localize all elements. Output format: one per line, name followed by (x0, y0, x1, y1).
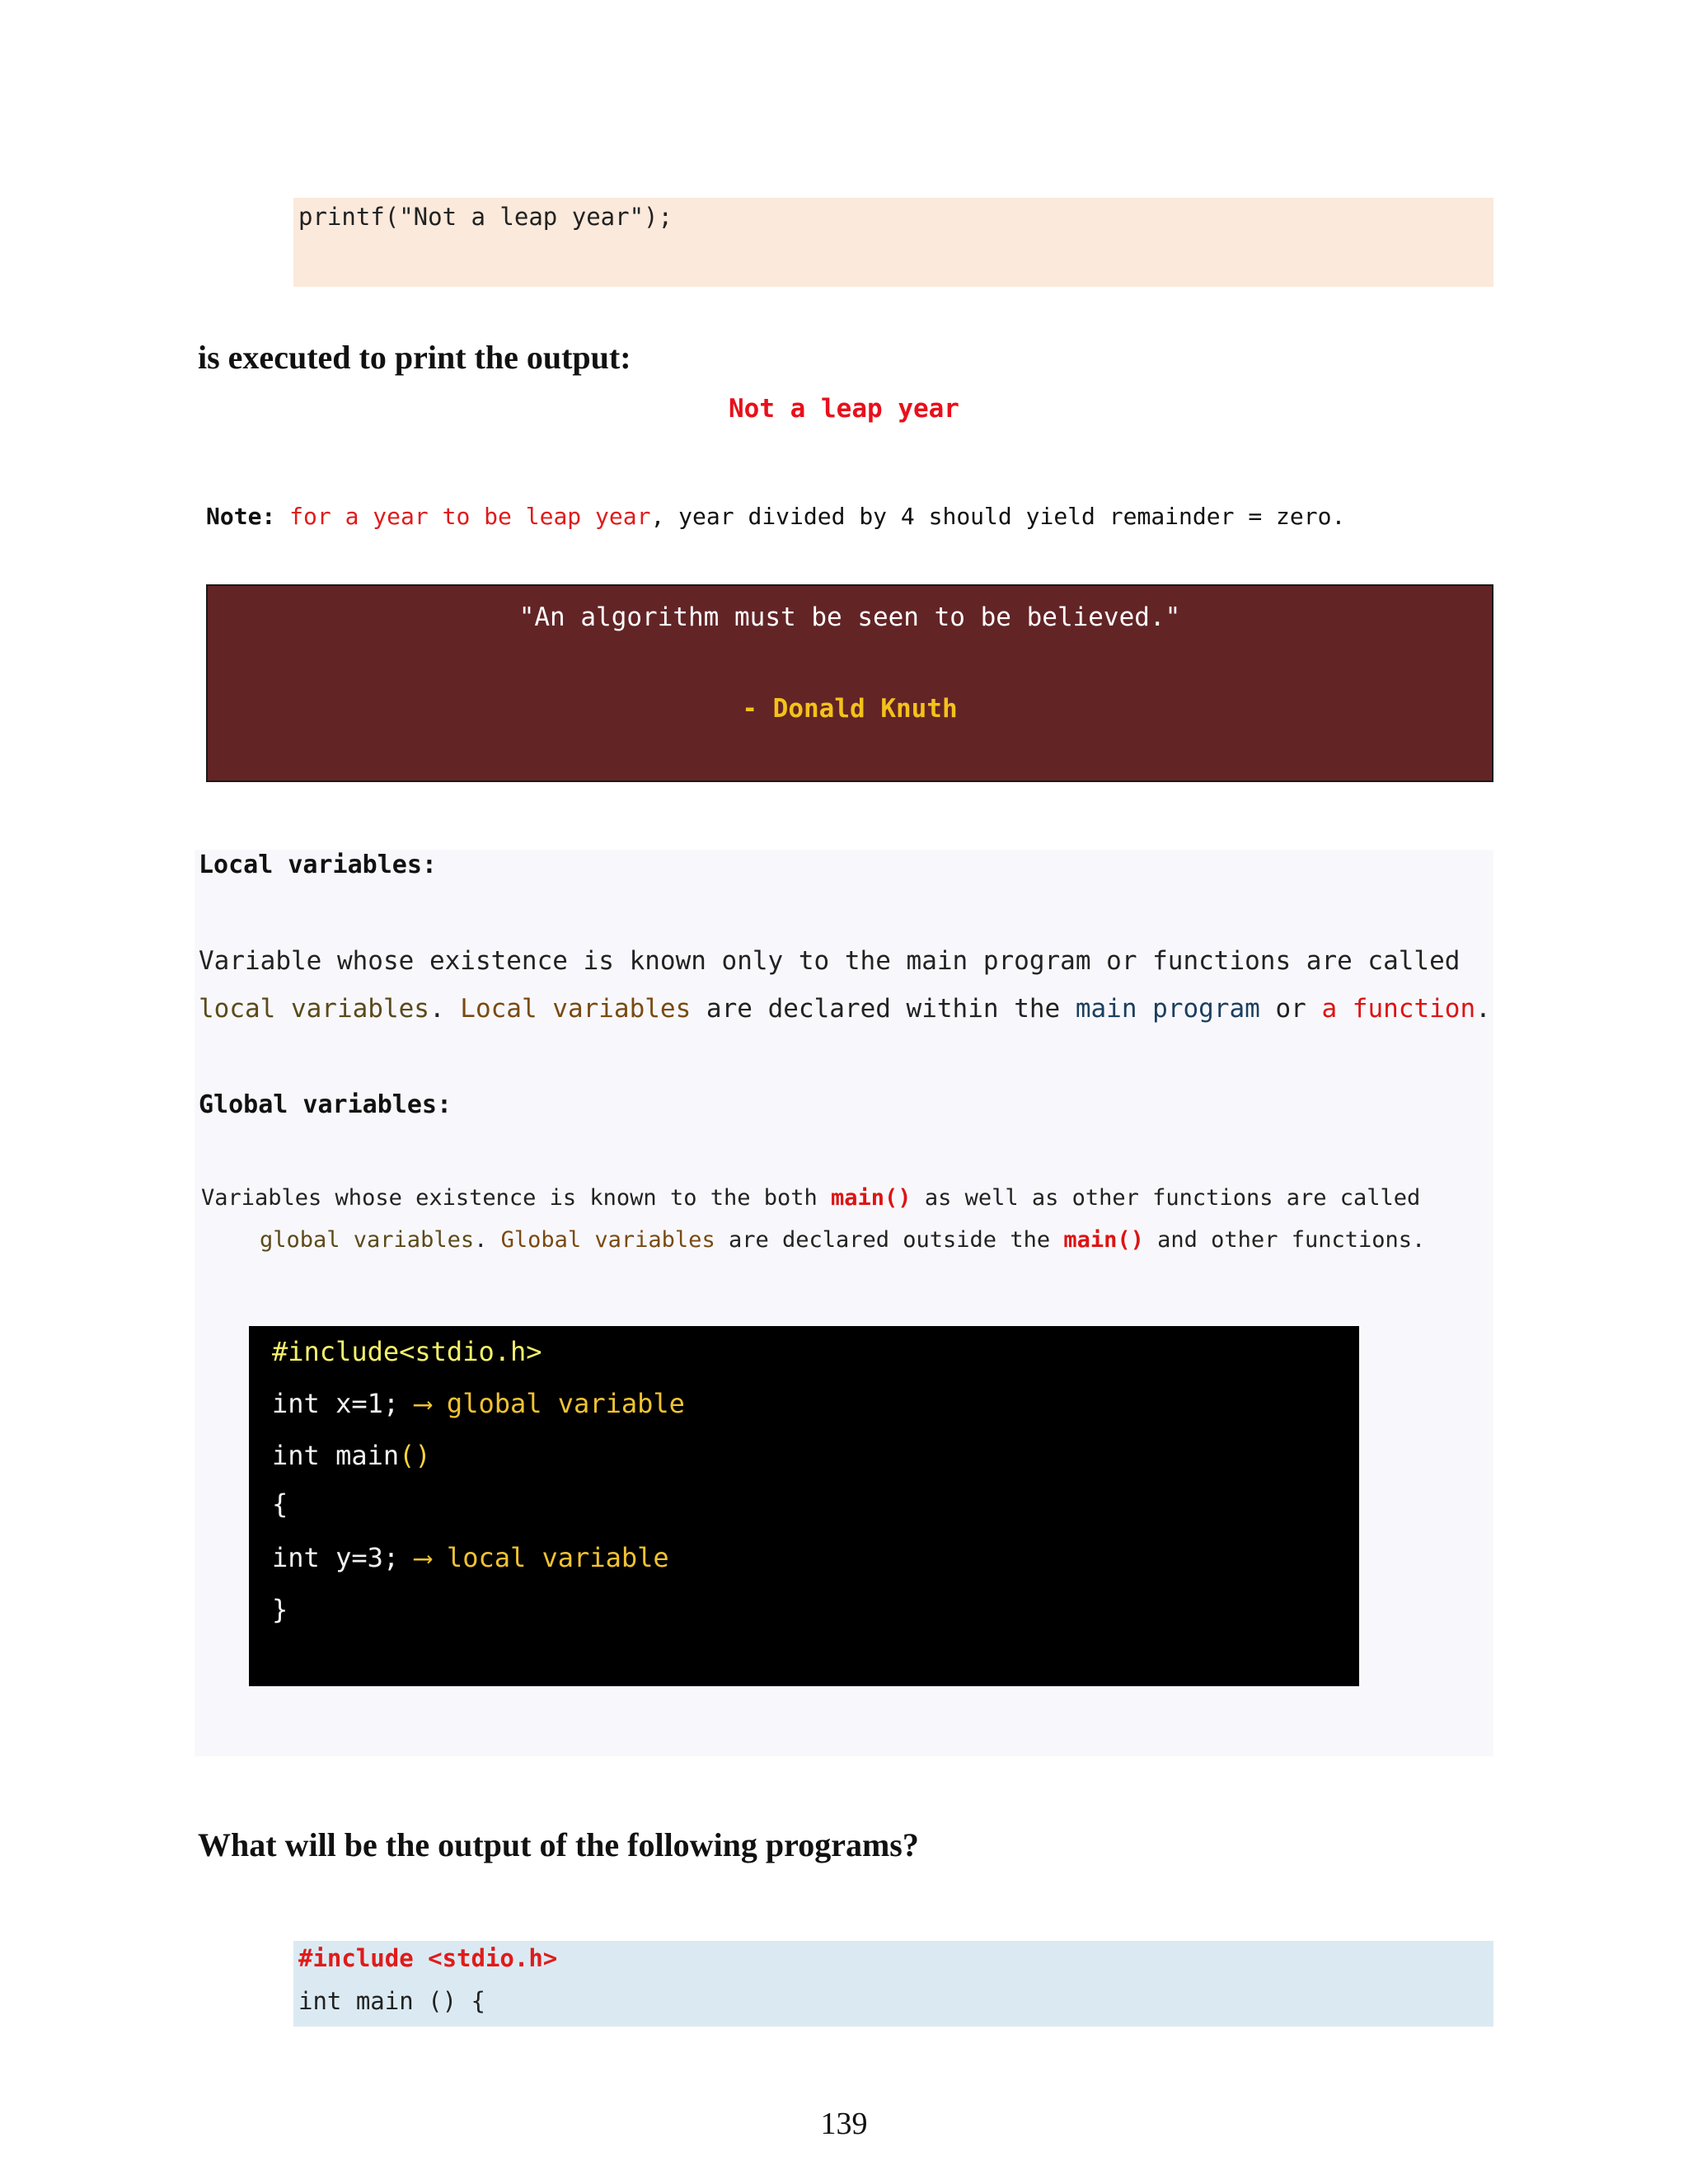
text-fragment: . (474, 1227, 501, 1253)
code-block-program (293, 1941, 1493, 2027)
code-line-open-brace (272, 1488, 288, 1520)
code-text: } (272, 1594, 288, 1625)
text-fragment: and other functions. (1143, 1227, 1426, 1253)
quote-text: "An algorithm must be seen to be believed." (518, 602, 1181, 632)
term-a-function: a function (1321, 994, 1476, 1024)
note-label: Note: (206, 503, 276, 530)
local-variables-line-2 (199, 994, 1491, 1024)
code-line-main (272, 1440, 431, 1471)
code-line-local (272, 1542, 669, 1573)
text-fragment: as well as other functions are called (911, 1185, 1421, 1211)
term-main: main() (831, 1185, 912, 1211)
text-fragment: are declared outside the (715, 1227, 1064, 1253)
code-line: printf("Not a leap year"); (298, 203, 673, 231)
note-rest: , year divided by 4 should yield remainder = zero. (650, 503, 1346, 530)
term-global-variables-2: Global variables (500, 1227, 715, 1253)
code-text: int x=1; (272, 1388, 415, 1419)
code-include: #include<stdio.h> (272, 1336, 542, 1367)
term-global-variables: global variables (260, 1227, 475, 1253)
text-fragment: . (429, 994, 461, 1024)
global-variables-line-1 (201, 1185, 1420, 1211)
code-text: { (272, 1488, 288, 1520)
annotation-global-variable: ⟶ global variable (415, 1388, 685, 1419)
code-line-main: int main () { (298, 1987, 485, 2015)
code-text: int main (272, 1440, 400, 1471)
quote-author: - Donald Knuth (742, 694, 958, 724)
quote-box (206, 584, 1493, 782)
term-local-variables-2: Local variables (460, 994, 692, 1024)
code-block-variables-example (249, 1326, 1359, 1686)
code-text: int y=3; (272, 1542, 415, 1573)
local-variables-heading: Local variables: (199, 851, 437, 879)
term-main-program: main program (1075, 994, 1260, 1024)
text-fragment: are declared within the (691, 994, 1076, 1024)
global-variables-heading: Global variables: (199, 1090, 452, 1119)
note-paragraph (206, 503, 1345, 530)
code-line-global (272, 1388, 685, 1419)
term-local-variables: local variables (199, 994, 429, 1024)
question-heading: What will be the output of the following programs? (198, 1826, 919, 1863)
section-heading-executed: is executed to print the output: (198, 339, 631, 376)
local-variables-line-1: Variable whose existence is known only to the main program or functions are called (199, 946, 1461, 976)
code-parens: () (399, 1440, 431, 1471)
page-number: 139 (820, 2107, 868, 2141)
code-block-printf (293, 198, 1493, 287)
term-main-2: main() (1063, 1227, 1144, 1253)
program-output: Not a leap year (729, 394, 959, 424)
note-highlight: for a year to be leap year (289, 503, 651, 530)
text-fragment: . (1475, 994, 1491, 1024)
code-line-include: #include <stdio.h> (298, 1944, 558, 1972)
text-fragment: or (1259, 994, 1322, 1024)
text-fragment: Variables whose existence is known to the both (201, 1185, 832, 1211)
global-variables-line-2 (260, 1227, 1425, 1253)
code-line-include (272, 1336, 542, 1367)
annotation-local-variable: ⟶ local variable (415, 1542, 669, 1573)
code-line-close-brace (272, 1594, 288, 1625)
